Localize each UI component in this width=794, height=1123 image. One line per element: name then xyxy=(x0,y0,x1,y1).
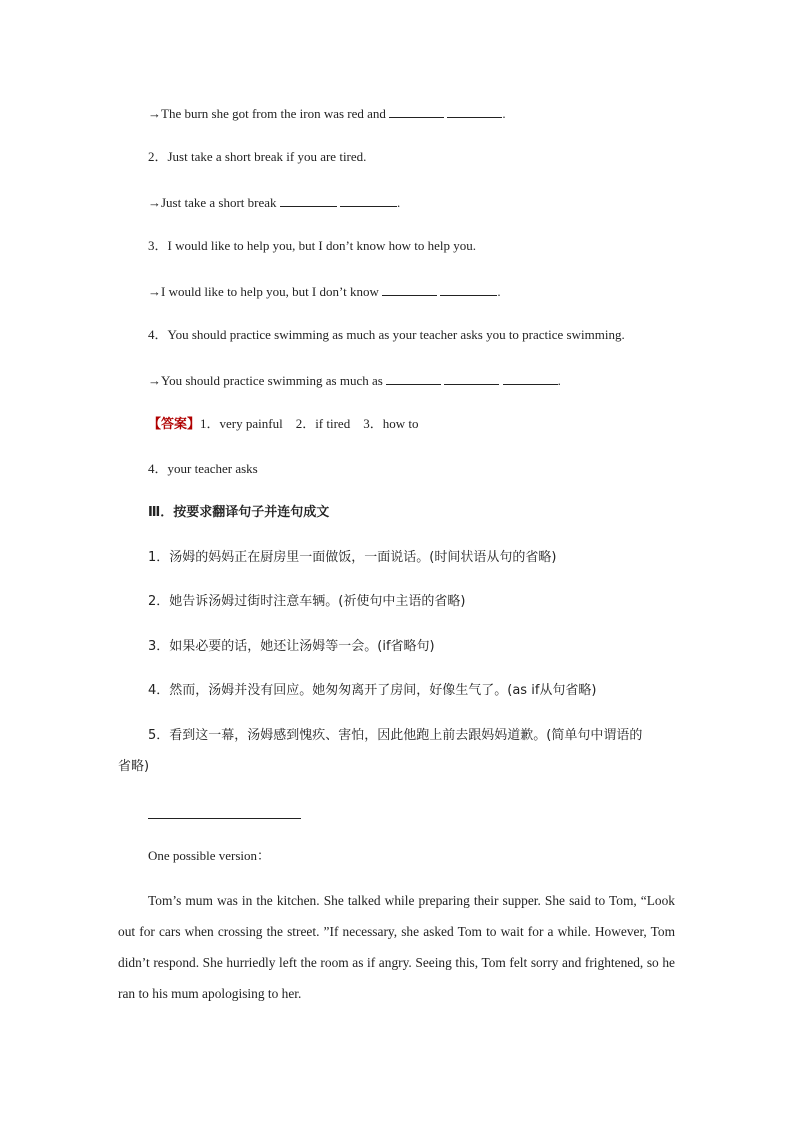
translate-item-5-continued: 省略) xyxy=(118,759,150,774)
answer-blank xyxy=(382,283,437,296)
rewrite-sentence-1: →The burn she got from the iron was red and . xyxy=(148,106,506,121)
answer-blank xyxy=(386,372,441,385)
answer-blank xyxy=(447,105,502,118)
answer-text: 1．very painful 2．if tired 3．how to xyxy=(200,416,419,431)
version-label: One possible version： xyxy=(148,848,271,863)
translate-item-2: 2．她告诉汤姆过街时注意车辆。(祈使句中主语的省略) xyxy=(148,594,466,609)
section-title: Ⅲ．按要求翻译句子并连句成文 xyxy=(148,505,330,520)
answer-line-2: 4．your teacher asks xyxy=(148,461,258,476)
original-sentence-2: 2．Just take a short break if you are tired. xyxy=(148,149,367,164)
original-sentence-4: 4．You should practice swimming as much as your teacher asks you to practice swimming. xyxy=(148,327,625,342)
answer-blank xyxy=(444,372,499,385)
answer-divider xyxy=(148,818,301,819)
answer-blank xyxy=(280,194,337,207)
answer-blank xyxy=(340,194,397,207)
rewrite-sentence-3: →I would like to help you, but I don’t know . xyxy=(148,284,501,299)
rewrite-sentence-4: →You should practice swimming as much as . xyxy=(148,373,561,388)
rewrite-sentence-2: →Just take a short break . xyxy=(148,195,401,210)
answer-blank xyxy=(389,105,444,118)
answer-blank xyxy=(503,372,558,385)
answer-blank xyxy=(440,283,497,296)
translate-item-4: 4．然而，汤姆并没有回应。她匆匆离开了房间，好像生气了。(as if从句省略) xyxy=(148,683,597,698)
translate-item-3: 3．如果必要的话，她还让汤姆等一会。(if省略句) xyxy=(148,639,435,654)
original-sentence-3: 3．I would like to help you, but I don’t know how to help you. xyxy=(148,238,476,253)
version-paragraph: Tom’s mum was in the kitchen. She talked while preparing their supper. She said to Tom, “Look out for cars when crossing the street. ”If necessary, she asked Tom to wait for a while. However, Tom didn’t respond. She hurriedly left the room as if angry. Seeing this, Tom felt sorry and frightened, so he ran to his mum apologising to her. xyxy=(118,893,675,1001)
answer-line xyxy=(148,416,418,433)
translate-item-5: 5．看到这一幕，汤姆感到愧疚、害怕，因此他跑上前去跟妈妈道歉。(简单句中谓语的 xyxy=(148,728,643,743)
answer-label: 【答案】 xyxy=(148,417,201,432)
translate-item-1: 1．汤姆的妈妈正在厨房里一面做饭，一面说话。(时间状语从句的省略) xyxy=(148,550,557,565)
